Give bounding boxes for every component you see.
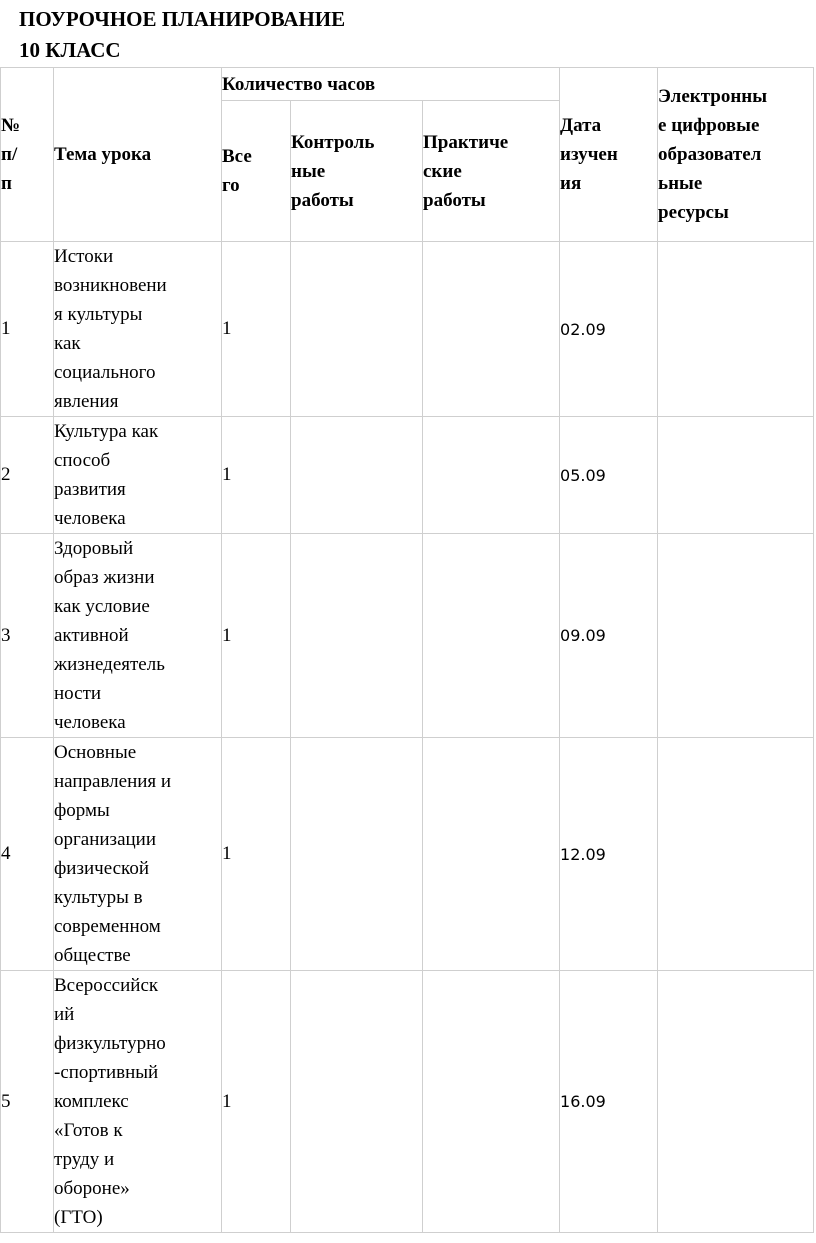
row-topic-line: развития <box>54 479 126 500</box>
row-control-works <box>291 417 423 534</box>
row-resources <box>658 971 814 1233</box>
row-practical-works <box>423 971 560 1233</box>
table-body <box>1 242 814 1233</box>
header-practical-line: Практиче <box>423 131 509 153</box>
row-topic-line: физкультурно <box>54 1033 166 1054</box>
header-date <box>560 68 658 242</box>
row-topic-line: я культуры <box>54 304 143 325</box>
row-topic-line: явления <box>54 391 119 412</box>
row-topic <box>54 738 222 971</box>
table-row <box>1 738 814 971</box>
row-number: 1 <box>1 242 54 417</box>
header-total-line: го <box>222 175 240 196</box>
table-row <box>1 417 814 534</box>
header-practical-line: ские <box>423 160 462 182</box>
header-control-line: Контроль <box>291 131 375 153</box>
lesson-plan-table <box>0 67 814 1233</box>
row-date: 12.09 <box>560 738 658 971</box>
row-total-hours: 1 <box>222 242 291 417</box>
header-resources <box>658 68 814 242</box>
header-number <box>1 68 54 242</box>
row-topic-line: как условие <box>54 596 150 617</box>
row-resources <box>658 534 814 738</box>
row-topic <box>54 534 222 738</box>
row-date: 02.09 <box>560 242 658 417</box>
row-topic-line: возникновени <box>54 275 167 296</box>
header-date-line: ия <box>560 173 582 194</box>
header-row-1 <box>1 68 814 101</box>
header-total-line: Все <box>222 146 252 167</box>
header-practical-line: работы <box>423 189 486 211</box>
row-topic-line: обороне» <box>54 1178 130 1199</box>
row-topic-line: жизнедеятель <box>54 654 165 675</box>
header-total <box>222 101 291 242</box>
row-topic-line: «Готов к <box>54 1120 123 1141</box>
header-number-line: № <box>1 115 21 136</box>
row-total-hours: 1 <box>222 417 291 534</box>
header-number-line: п <box>1 173 12 194</box>
row-number: 5 <box>1 971 54 1233</box>
row-resources <box>658 242 814 417</box>
row-topic-line: активной <box>54 625 129 646</box>
row-control-works <box>291 242 423 417</box>
row-topic <box>54 242 222 417</box>
title-line-1: ПОУРОЧНОЕ ПЛАНИРОВАНИЕ <box>19 7 346 31</box>
row-practical-works <box>423 534 560 738</box>
row-topic-line: способ <box>54 450 111 471</box>
row-total-hours: 1 <box>222 971 291 1233</box>
row-topic-line: социального <box>54 362 156 383</box>
header-resources-line: е цифровые <box>658 115 760 136</box>
header-control-line: ные <box>291 160 326 182</box>
header-resources-line: ресурсы <box>658 202 729 223</box>
row-number: 3 <box>1 534 54 738</box>
table-row <box>1 534 814 738</box>
row-total-hours: 1 <box>222 738 291 971</box>
page-title <box>19 4 345 66</box>
row-topic-line: Культура как <box>54 421 159 442</box>
row-total-hours: 1 <box>222 534 291 738</box>
title-line-2: 10 КЛАСС <box>19 38 121 62</box>
header-date-line: Дата <box>560 115 602 136</box>
row-topic-line: человека <box>54 712 126 733</box>
row-topic <box>54 971 222 1233</box>
row-topic-line: обществе <box>54 945 131 966</box>
table-row <box>1 971 814 1233</box>
row-topic-line: современном <box>54 916 161 937</box>
row-topic-line: человека <box>54 508 126 529</box>
row-topic-line: направления и <box>54 771 172 792</box>
row-resources <box>658 738 814 971</box>
row-resources <box>658 417 814 534</box>
row-topic-line: ности <box>54 683 102 704</box>
row-topic-line: ий <box>54 1004 75 1025</box>
row-date: 09.09 <box>560 534 658 738</box>
header-resources-line: образовател <box>658 144 762 165</box>
row-topic-line: комплекс <box>54 1091 129 1112</box>
row-practical-works <box>423 242 560 417</box>
header-topic: Тема урока <box>54 68 222 242</box>
table-row <box>1 242 814 417</box>
row-date: 16.09 <box>560 971 658 1233</box>
row-control-works <box>291 534 423 738</box>
row-control-works <box>291 738 423 971</box>
row-topic-line: как <box>54 333 81 354</box>
header-resources-line: Электронны <box>658 86 768 107</box>
header-control-line: работы <box>291 189 354 211</box>
row-control-works <box>291 971 423 1233</box>
row-topic-line: физической <box>54 858 149 879</box>
row-practical-works <box>423 738 560 971</box>
row-topic-line: -спортивный <box>54 1062 159 1083</box>
row-topic-line: организации <box>54 829 157 850</box>
header-practical-works <box>423 101 560 242</box>
row-topic-line: образ жизни <box>54 567 155 588</box>
row-topic-line: Здоровый <box>54 538 134 559</box>
header-number-line: п/ <box>1 144 18 165</box>
header-resources-line: ьные <box>658 173 703 194</box>
header-control-works <box>291 101 423 242</box>
row-topic-line: Истоки <box>54 246 114 267</box>
row-topic-line: Всероссийск <box>54 975 159 996</box>
row-date: 05.09 <box>560 417 658 534</box>
row-topic <box>54 417 222 534</box>
row-practical-works <box>423 417 560 534</box>
header-date-line: изучен <box>560 144 618 165</box>
row-topic-line: культуры в <box>54 887 143 908</box>
header-hours-group: Количество часов <box>222 68 560 101</box>
row-topic-line: Основные <box>54 742 137 763</box>
row-number: 4 <box>1 738 54 971</box>
row-topic-line: (ГТО) <box>54 1207 103 1228</box>
row-number: 2 <box>1 417 54 534</box>
row-topic-line: формы <box>54 800 110 821</box>
row-topic-line: труду и <box>54 1149 115 1170</box>
